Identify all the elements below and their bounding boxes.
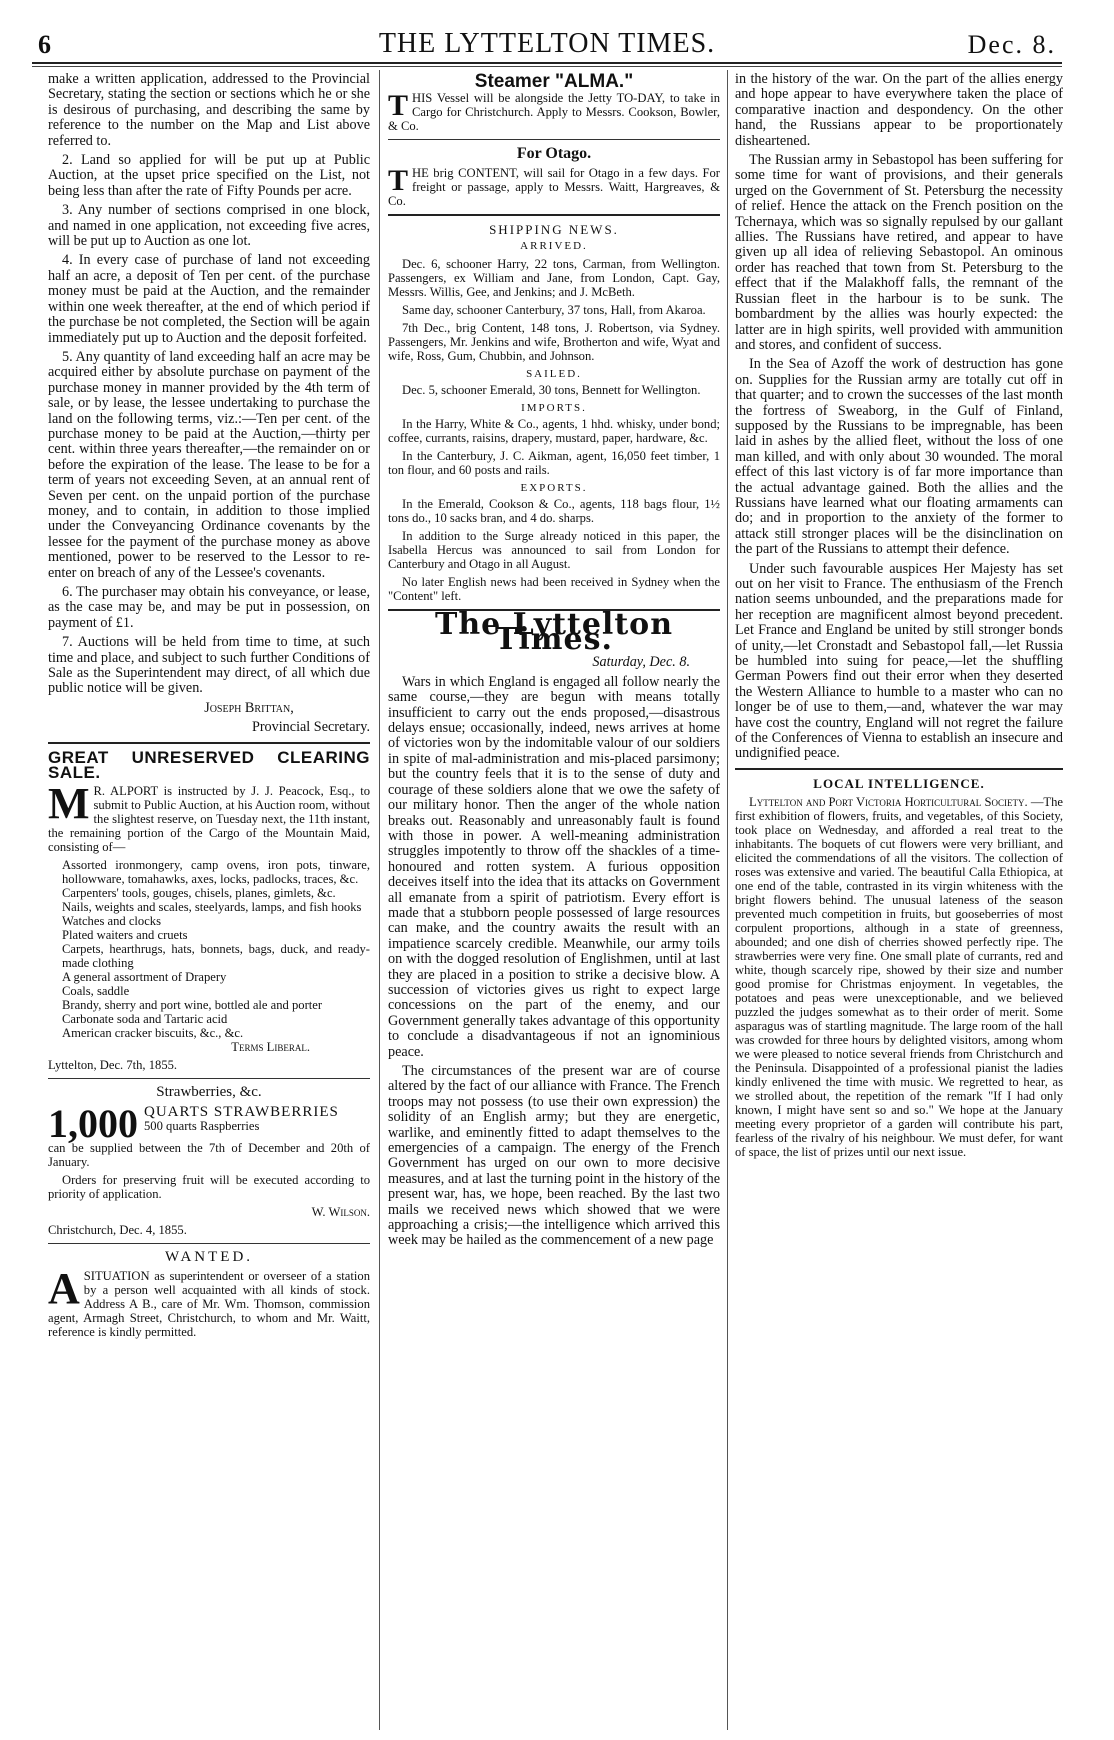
list-item: Carbonate soda and Tartaric acid (62, 1012, 228, 1027)
editorial-paragraph: in the history of the war. On the part of the allies energy and hope appear to have everywhere taken the place of comparative inaction and despondency. On the other hand, the Russians appear to be proportionately disheartened. (735, 71, 1063, 149)
shipping-entry: In the Emerald, Cookson & Co., agents, 118 bags flour, 1½ tons do., 10 sacks bran, and 4 do. sharps. (388, 496, 720, 525)
land-sale-paragraph: make a written application, addressed to the Provincial Secretary, stating the section or sections which he or she is desirous of purchasing, and describing the same by reference to the number on the Map and List above referred to. (48, 71, 370, 149)
page-number: 6 (38, 30, 51, 59)
paper-title: The Lyttelton Times. (435, 606, 673, 658)
clearing-sale-intro: R. ALPORT is instructed by J. J. Peacock, Esq., to submit to Public Auction, at his Auction room, without the slightest reserve, on Tuesday next, the 11th instant, the remaining portion of the Cargo of the Mountain Maid, consisting of— (48, 784, 370, 855)
list-item: Brandy, sherry and port wine, bottled ale and porter (62, 998, 323, 1013)
big-number: 1,000 (48, 1100, 138, 1146)
column-3 (735, 72, 1063, 1163)
drop-cap: T (388, 163, 409, 197)
editorial-paragraph: In the Sea of Azoff the work of destruction has gone on. Supplies for the Russian army are totally cut off in that quarter; and to crown the successes of the last month the fortress of Sweaborg, in the Gulf of Finland, supposed by the Russians to be impregnable, has been laid in ashes by the allied fleet, without the loss of one man killed, and with only about 30 wounded. The moral effect of this last victory is of far more importance than the actual advantage gained. Both the allies and the Russians have learned what our floating armaments can do; and in proportion to the anxiety of the former to attack still stronger places will be the disinclination on the part of the Russians to attempt their defence. (735, 356, 1063, 558)
land-sale-paragraph: 5. Any quantity of land exceeding half an acre may be acquired either by absolute purchase on payment of the purchase money in manner provided by the 4th term of sale, or by lease, the lessee undertaking to purchase the land on the following terms, viz.:—Ten per cent. of the purchase money to be paid at the Auction,—thirty per cent. within three years thereafter,—the remainder on or before the expiration of the lease. The lease to be for a term of years not exceeding Seven, at an annual rent of Seven per cent. on the unpaid portion of the purchase money, and to contain, in addition to those implied under the Conveyancing Ordinance covenants by the lessee for the payment of the purchase money as above mentioned, power to be reserved to the Lessor to re-enter on breach of any of the Lessee's covenants. (48, 348, 370, 581)
signature: Joseph Brittan, (204, 699, 294, 716)
raspberries-line: 500 quarts Raspberries (144, 1118, 260, 1133)
drop-cap: T (388, 89, 409, 123)
editorial-paragraph: Wars in which England is engaged all follow nearly the same course,—they are begun with means totally insufficient to carry out the ends proposed,—disastrous delays ensue; occasionally, indeed, news arrives at home of victories won by the indomitable valour of our soldiers in spite of mal-administration and mis-placed parsimony; but the country feels that it is to the sense of duty and courage of these soldiers alone that we owe the safety of our military honor. Then the anger of the whole nation breaks out. Reasonably and unreasonably fault is found with those in power. A well-meaning administration struggles impotently to throw off the shackles of a time-honoured and rotten system. A furious opposition deceives itself into the idea that its attacks on Government all emanate from a spirit of patriotism. Every effort is made that a stubborn people possessed of large resources can make, and the country awaits the result with an impatience scarcely credible. Meanwhile, our army toils on with the dogged resolution of Englishmen, until at last they are placed in a position to strike a decisive blow. A succession of victories gives us right to expect large concessions on the part of the enemy, and our Government generally takes advantage of this opportunity to conclude a disadvantageous if not an ignominious peace. (388, 673, 720, 1060)
newspaper-title: THE LYTTELTON TIMES. (378, 28, 716, 59)
shipping-note: In addition to the Surge already noticed in this paper, the Isabella Hercus was announced to sail from London for Canterbury and Otago in all August. (388, 528, 720, 571)
strawberries-orders: Orders for preserving fruit will be executed according to priority of application. (48, 1172, 370, 1201)
otago-body: HE brig CONTENT, will sail for Otago in a few days. For freight or passage, apply to Messrs. Waitt, Hargreaves, & Co. (388, 165, 720, 208)
divider (48, 742, 370, 744)
land-sale-paragraph: 7. Auctions will be held from time to time, at such time and place, and subject to such further Conditions of Sale as the Superintendent may direct, of all which due public notice will be given. (48, 634, 370, 697)
shipping-news-heading: SHIPPING NEWS. (489, 221, 619, 237)
divider (48, 1078, 370, 1079)
strawberries-dateline: Christchurch, Dec. 4, 1855. (48, 1222, 187, 1237)
editorial-date: Saturday, Dec. 8. (592, 654, 690, 671)
shipping-entry: Dec. 5, schooner Emerald, 30 tons, Bennett for Wellington. (402, 382, 701, 397)
clearing-sale-heading: GREAT UNRESERVED CLEARING SALE. (48, 747, 370, 783)
sale-dateline: Lyttelton, Dec. 7th, 1855. (48, 1058, 178, 1073)
column-divider (727, 70, 728, 1730)
wanted-body: SITUATION as superintendent or overseer of a station by a person well acquainted with all kinds of stock. Address A B., care of Mr. Wm. Thomson, commission agent, Armagh Street, Christchurch, to whom and Mr. Waitt, reference is kindly permitted. (48, 1269, 370, 1340)
divider (388, 139, 720, 140)
shipping-entry: Dec. 6, schooner Harry, 22 tons, Carman, from Wellington. Passengers, ex William and Jane, from London, Capt. Gay, Messrs. Willis, Gee, and Jenkins; and J. McBeth. (388, 256, 720, 299)
list-item: Carpets, hearthrugs, hats, bonnets, bags, duck, and ready-made clothing (62, 942, 370, 971)
sale-terms: Terms Liberal. (231, 1040, 310, 1055)
wanted-heading: WANTED. (164, 1248, 254, 1265)
editorial-paragraph: The Russian army in Sebastopol has been suffering for some time for want of provisions, and their generals urged on the Government of St. Petersburg the necessity of relief. Hence the attack on the French position on the Tchernaya, which was so signally repulsed by our gallant allies. The Russians have retired, and appear to have given up all idea of relieving Sebastopol. An ominous order has reached that town from St. Petersburg to the effect that if the Malakhoff falls, the remnant of the Russian fleet in the harbour is to be sunk. The bombardment by the allies was hourly expected: the latter are in high spirits, well provided with ammunition and stores, and confident of success. (735, 152, 1063, 353)
column-2 (388, 72, 720, 1253)
issue-date: Dec. 8. (967, 30, 1056, 59)
strawberries-body: can be supplied between the 7th of December and 20th of January. (48, 1140, 370, 1169)
land-sale-paragraph: 3. Any number of sections comprised in one block, and named in one application, not exceeding five acres, will be put up to Auction as one lot. (48, 202, 370, 250)
shipping-note: No later English news had been received in Sydney when the "Content" left. (388, 574, 720, 603)
local-lead: Lyttelton and Port Victoria Horticultural Society. (749, 795, 1028, 810)
masthead-rule (32, 66, 1062, 67)
shipping-entry: In the Harry, White & Co., agents, 1 hhd. whisky, under bond; coffee, currants, raisins, drapery, mustard, paper, hardware, &c. (388, 416, 720, 445)
exports-heading: EXPORTS. (520, 481, 588, 494)
editorial-paragraph: The circumstances of the present war are of course altered by the fact of our alliance with France. The French troops may not possess (to use their own expression) the solidity of an English army; but they are energetic, warlike, and eminently fitted to adapt themselves to the emergencies of a campaign. The energy of the French Government has urged on our own to more decisive measures, and at last the turning point in the history of the present war, has, we hope, been reached. By the last two mails we received news which showed that we were approaching a crisis;—the intelligence which arrived this week may be hailed as the commencement of a new page (388, 1063, 720, 1249)
local-body: —The first exhibition of flowers, fruits, and vegetables, of this Society, took place on Wednesday, and afforded a real treat to the inhabitants. The boquets of cut flowers were very brilliant, and elicited the commendations of all the visitors. The collection of roses was extensive and varied. The beautiful Calla Ethiopica, at one end of the table, contrasted in its virgin whiteness with the bright flowers behind. The unusual lateness of the season prevented much competition in fruits, but gooseberries of most corpulent proportions, although in a state of greenness, abounded; and one dish of cherries showed perfectly ripe. The strawberries were very fine. One small plate of currants, red and white, though scarcely ripe, showed by their size and number good promise for Christmas enjoyment. In vegetables, the potatoes and peas were unexceptionable, and we believed puzzled the judges somewhat as to their order of merit. Some asparagus was of startling magnitude. The large room of the hall was crowded for three hours by delighted visitors, among whom we were pleased to notice several friends from Christchurch and the Peninsula. Disappointed of a professional pianist the ladies kindly enlivened the time with music. We regretted to hear, as we strolled about, the repetition of the remark "If I had only known, I might have sent so and so." We hope at the January meeting every proprietor of a garden will contribute his part, fearless of the rivalry of his neighbour. We must defer, for want of space, the list of prizes until our next issue. (735, 795, 1063, 1160)
list-item: American cracker biscuits, &c., &c. (62, 1026, 244, 1041)
list-item: Coals, saddle (62, 984, 130, 999)
list-item: Assorted ironmongery, camp ovens, iron pots, tinware, hollowware, tomahawks, axes, locks, padlocks, traces, &c. (62, 858, 370, 887)
strawberries-heading: Strawberries, &c. (156, 1084, 262, 1101)
list-item: Nails, weights and scales, steelyards, lamps, and fish hooks (62, 900, 362, 915)
imports-heading: IMPORTS. (521, 401, 587, 414)
strawberries-ad (48, 1100, 370, 1237)
list-item: Watches and clocks (62, 914, 161, 929)
column-divider (379, 70, 380, 1730)
land-sale-paragraph: 4. In every case of purchase of land not exceeding half an acre, a deposit of Ten per cent. of the purchase money must be paid at the Auction, and the remainder within one week thereafter, at the end of which period if the purchase be not completed, the Section will be again immediately put up to Auction and the deposit forfeited. (48, 252, 370, 346)
signature-title: Provincial Secretary. (251, 719, 370, 736)
drop-cap: A (48, 1264, 80, 1314)
divider (48, 1243, 370, 1244)
sailed-heading: SAILED. (526, 367, 582, 380)
land-sale-paragraph: 2. Land so applied for will be put up at Public Auction, at the upset price specified on the List, not being less than after the rate of Fifty Pounds per acre. (48, 152, 370, 199)
steamer-body: HIS Vessel will be alongside the Jetty TO-DAY, to take in Cargo for Christchurch. Apply to Messrs. Cookson, Bowler, & Co. (388, 91, 720, 134)
drop-cap: M (48, 779, 90, 829)
editorial-paragraph: Under such favourable auspices Her Majesty has set out on her visit to France. The enthusiasm of the French nation seems unbounded, and the preparations made for her reception are magnificent almost beyond precedent. Let France and England be united by still stronger bonds of unity,—let Cronstadt and Sebastopol fall,—let Russia be humbled into suing for peace,—let the shuffling German Powers find out their error when they deserted the Western Alliance to humble to a master who can no longer be of use to them,—and, whatever the war may have cost the country, England will not regret the failure of the Conferences of Vienna to establish an insecure and undignified peace. (735, 560, 1063, 762)
shipping-entry: Same day, schooner Canterbury, 37 tons, Hall, from Akaroa. (402, 302, 706, 317)
local-intelligence-heading: LOCAL INTELLIGENCE. (813, 775, 985, 791)
masthead (32, 28, 1062, 64)
steamer-heading: Steamer "ALMA." (474, 71, 634, 92)
otago-heading: For Otago. (516, 145, 592, 163)
column-1 (48, 72, 370, 1343)
strawberries-signature: W. Wilson. (311, 1204, 370, 1219)
divider (735, 768, 1063, 770)
shipping-entry: 7th Dec., brig Content, 148 tons, J. Robertson, via Sydney. Passengers, Mr. Jenkins and wife, Brotherton and wife, Wyat and wife, Ross, Gum, Chubbin, and Johnson. (388, 320, 720, 363)
clearing-sale-ad (48, 779, 370, 1073)
shipping-entry: In the Canterbury, J. C. Aikman, agent, 16,050 feet timber, 1 ton flour, and 60 posts and rails. (388, 448, 720, 477)
divider (388, 214, 720, 216)
sale-items-list (48, 858, 370, 1040)
shipping-news (388, 257, 720, 603)
strawberries-line: QUARTS STRAWBERRIES (144, 1103, 339, 1120)
list-item: A general assortment of Drapery (62, 970, 227, 985)
wanted-ad (48, 1264, 370, 1340)
list-item: Carpenters' tools, gouges, chisels, planes, gimlets, &c. (62, 886, 336, 901)
arrived-heading: ARRIVED. (520, 240, 588, 253)
list-item: Plated waiters and cruets (62, 928, 188, 943)
land-sale-paragraph: 6. The purchaser may obtain his conveyance, or lease, as the case may be, and may be put in possession, on payment of £1. (48, 584, 370, 631)
